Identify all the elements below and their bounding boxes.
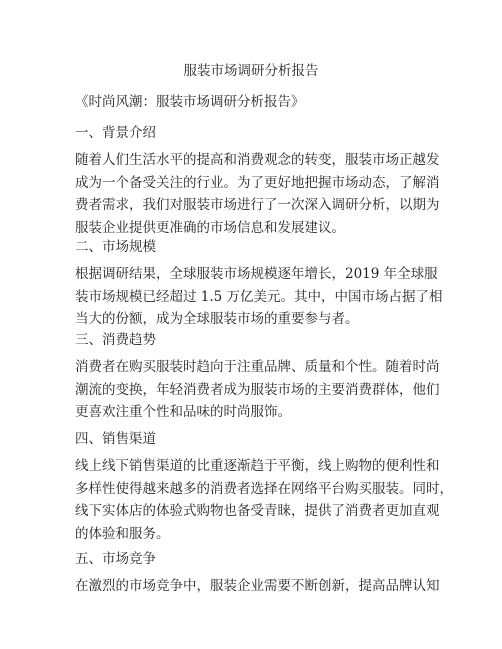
paragraph-line: 更喜欢注重个性和品味的时尚服饰。 — [75, 404, 291, 420]
paragraph-line: 费者需求，我们对服装市场进行了一次深入调研分析，以期为 — [75, 197, 440, 213]
section-sales-channels — [75, 430, 453, 545]
paragraph-line: 在激烈的市场竞争中，服装企业需要不断创新，提高品牌认知 — [75, 578, 440, 594]
section-heading: 一、背景介绍 — [75, 125, 156, 141]
section-heading: 五、市场竞争 — [75, 551, 156, 567]
paragraph-line: 多样性使得越来越多的消费者选择在网络平台购买服装。同时， — [75, 480, 453, 497]
paragraph-line: 服装企业提供更准确的市场信息和发展建议。 — [75, 219, 345, 236]
document-title: 服装市场调研分析报告 — [183, 63, 319, 79]
paragraph-line: 成为一个备受关注的行业。为了更好地把握市场动态，了解消 — [75, 174, 440, 191]
section-consumer-trends — [75, 331, 440, 424]
section-heading: 二、市场规模 — [75, 239, 156, 255]
paragraph-line: 当大的份额，成为全球服装市场的重要参与者。 — [75, 311, 359, 327]
paragraph-line: 线上线下销售渠道的比重逐渐趋于平衡，线上购物的便利性和 — [75, 458, 440, 474]
section-market-competition — [75, 550, 440, 598]
paragraph-line: 的体验和服务。 — [75, 525, 170, 542]
section-heading: 四、销售渠道 — [75, 431, 156, 447]
paragraph-line: 随着人们生活水平的提高和消费观念的转变，服装市场正越发 — [75, 152, 440, 168]
paragraph-line: 潮流的变换，年轻消费者成为服装市场的主要消费群体，他们 — [75, 381, 440, 398]
section-market-size — [75, 238, 443, 331]
paragraph-line: 消费者在购买服装时趋向于注重品牌、质量和个性。随着时尚 — [75, 359, 440, 375]
section-heading: 三、消费趋势 — [75, 332, 156, 348]
paragraph-line: 装市场规模已经超过 1.5 万亿美元。其中，中国市场占据了相 — [75, 288, 443, 305]
paragraph-line: 线下实体店的体验式购物也备受青睐，提供了消费者更加直观 — [75, 503, 440, 519]
document-subtitle: 《时尚风潮：服装市场调研分析报告》 — [75, 94, 305, 110]
section-background — [75, 124, 440, 239]
paragraph-line: 根据调研结果，全球服装市场规模逐年增长，2019 年全球服 — [75, 266, 438, 282]
